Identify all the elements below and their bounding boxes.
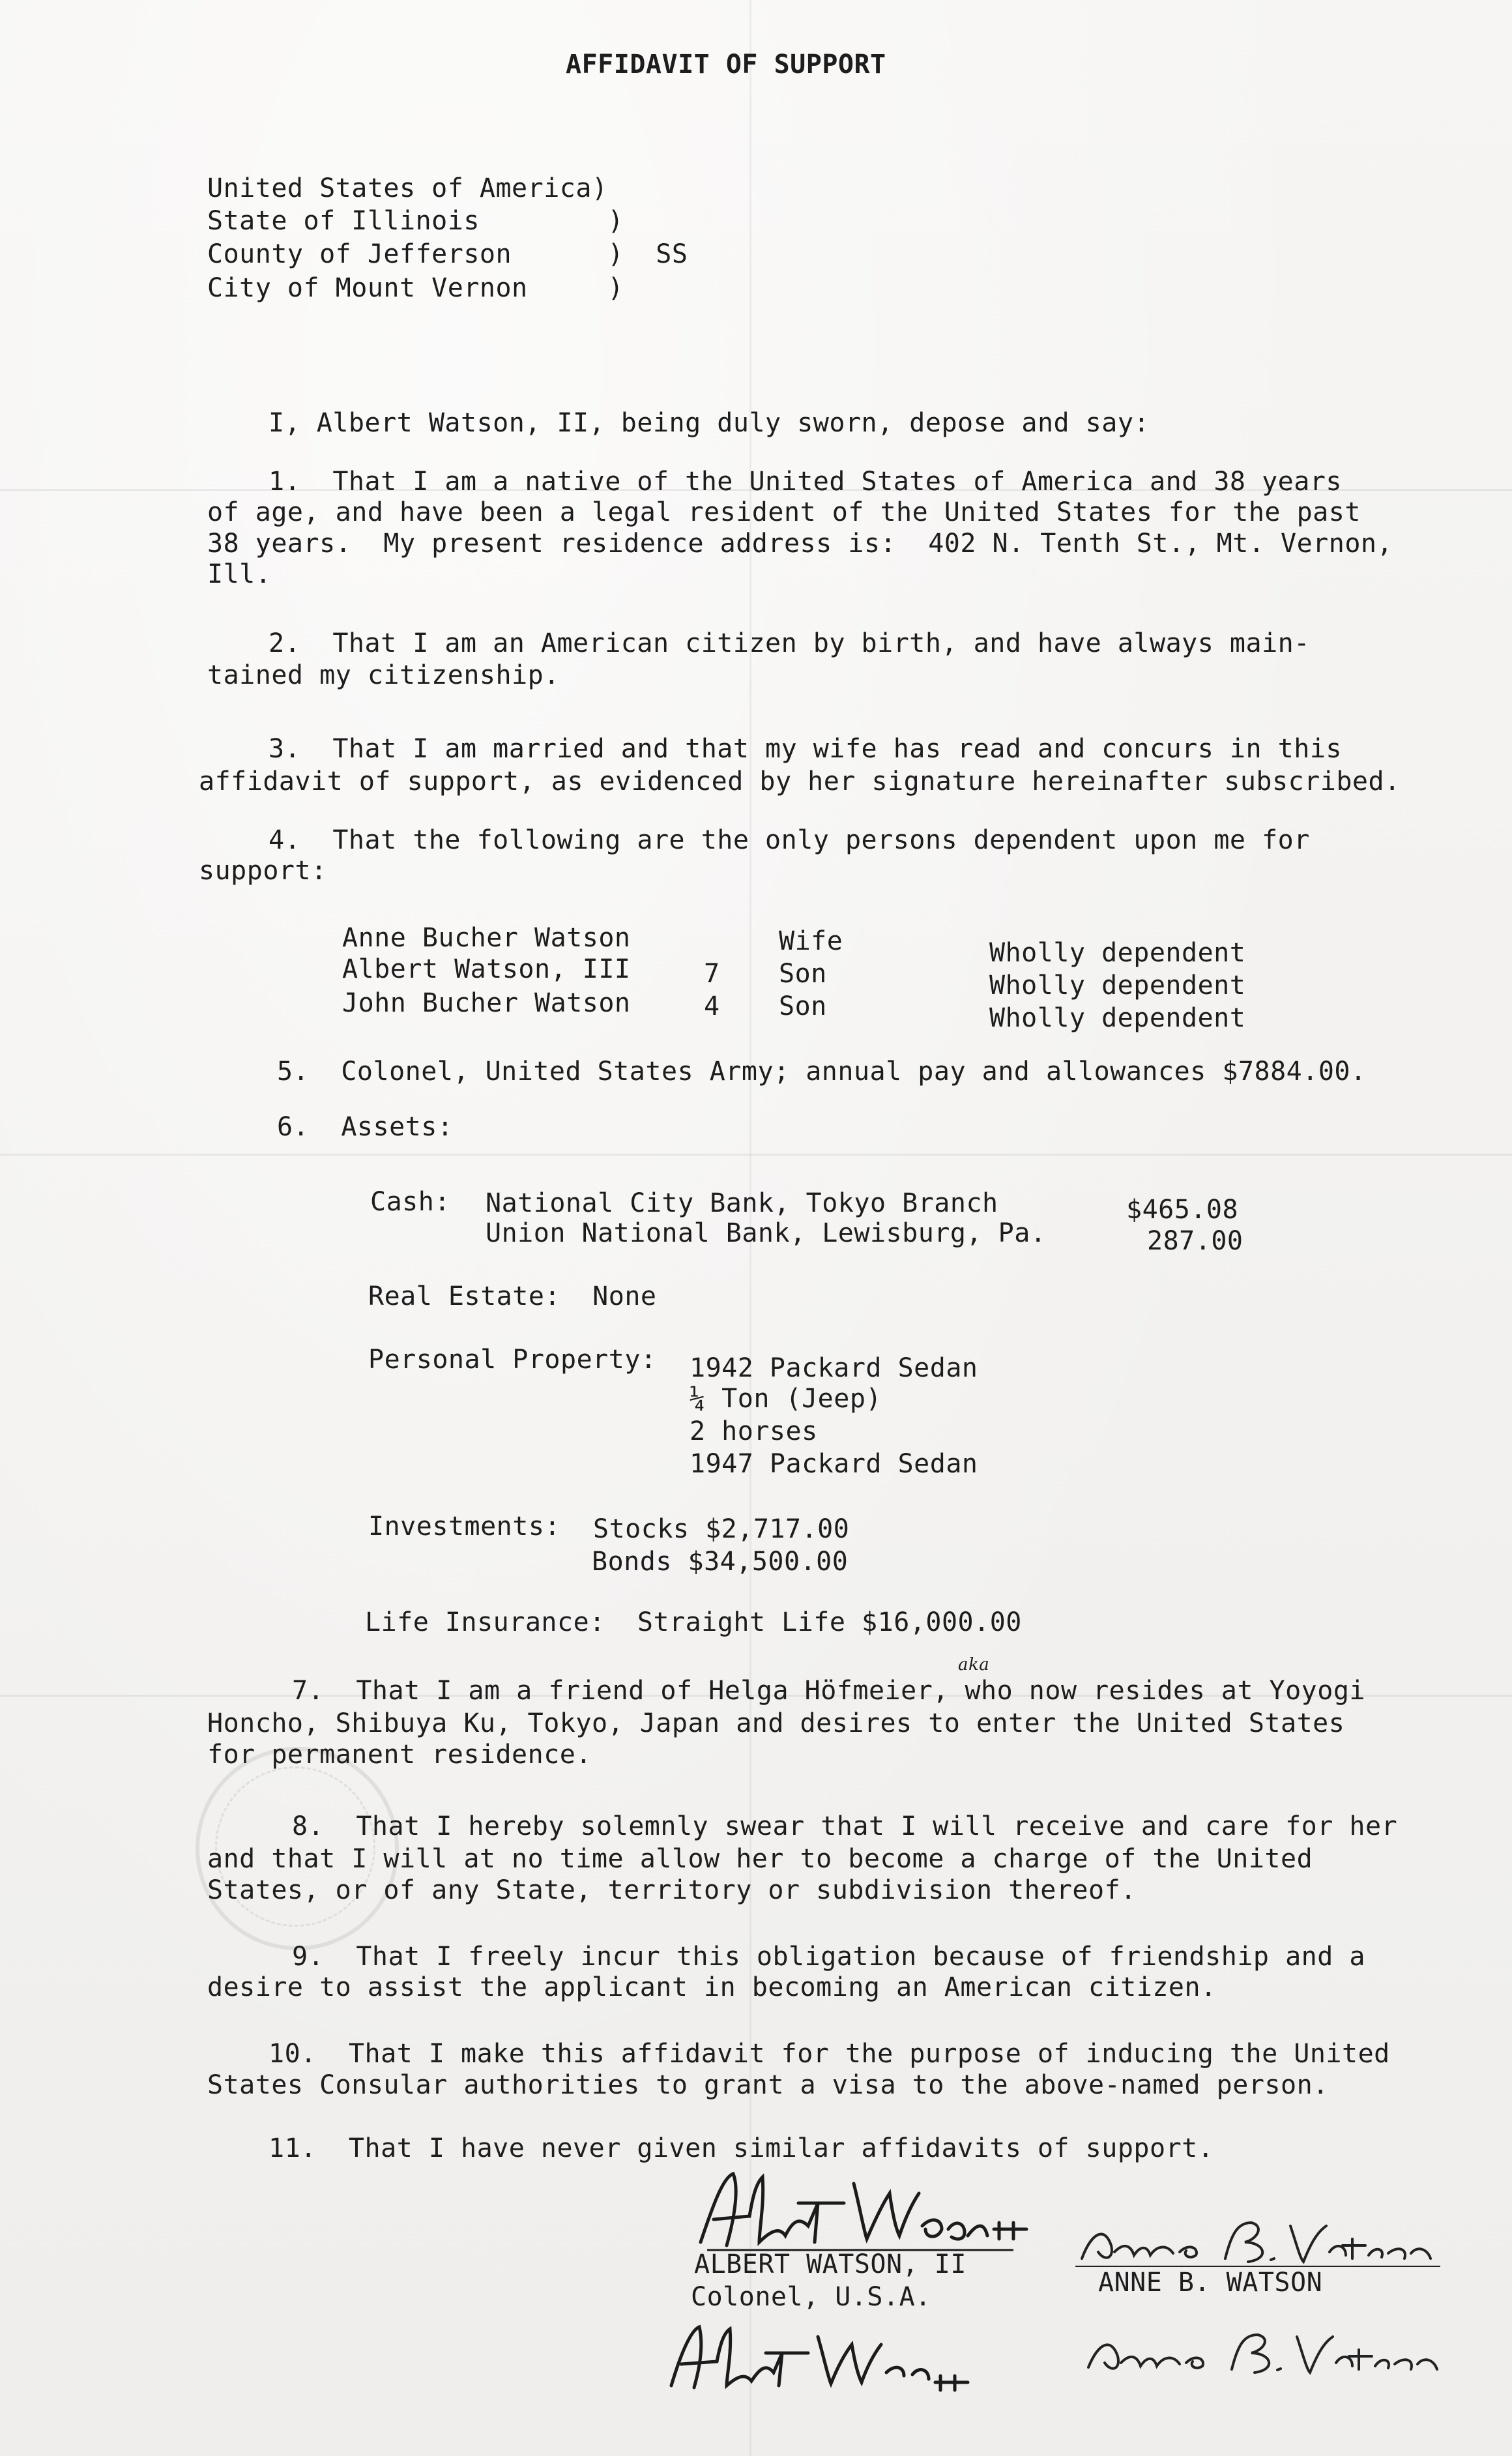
dependent-name: John Bucher Watson xyxy=(342,988,631,1018)
paragraph-8: and that I will at no time allow her to become a charge of the United xyxy=(207,1844,1313,1874)
paragraph-6: 6. Assets: xyxy=(277,1112,454,1142)
dependent-name: Anne Bucher Watson xyxy=(342,923,631,953)
investment-item: Stocks $2,717.00 xyxy=(593,1514,850,1544)
paragraph-2: 2. That I am an American citizen by birth, and have always main- xyxy=(269,628,1310,658)
signer1-name: ALBERT WATSON, II xyxy=(694,2249,967,2279)
paragraph-2: tained my citizenship. xyxy=(207,660,560,690)
paragraph-1: Ill. xyxy=(207,559,272,589)
cash-account: Union National Bank, Lewisburg, Pa. xyxy=(486,1218,1047,1248)
personal-property-label: Personal Property: xyxy=(368,1345,657,1375)
paragraph-1: 38 years. My present residence address is: 402 N. Tenth St., Mt. Vernon, xyxy=(207,529,1393,559)
paragraph-11: 11. That I have never given similar affidavits of support. xyxy=(269,2133,1214,2163)
paragraph-7: for permanent residence. xyxy=(207,1740,592,1770)
paper-fold xyxy=(0,1154,1512,1156)
paragraph-8: States, or of any State, territory or subdivision thereof. xyxy=(207,1875,1137,1905)
signer2-name: ANNE B. WATSON xyxy=(1098,2268,1323,2298)
paragraph-10: States Consular authorities to grant a visa to the above-named person. xyxy=(207,2070,1329,2100)
document-title: AFFIDAVIT OF SUPPORT xyxy=(566,50,886,80)
paragraph-1: 1. That I am a native of the United States of America and 38 years xyxy=(269,467,1342,497)
paragraph-10: 10. That I make this affidavit for the purpose of inducing the United xyxy=(269,2039,1390,2069)
venue-line: County of Jefferson ) SS xyxy=(207,239,688,269)
paragraph-9: desire to assist the applicant in becoming an American citizen. xyxy=(207,1972,1217,2002)
cash-account: National City Bank, Tokyo Branch xyxy=(486,1188,998,1218)
paragraph-1: of age, and have been a legal resident of the United States for the past xyxy=(207,497,1361,527)
paragraph-8: 8. That I hereby solemnly swear that I will receive and care for her xyxy=(292,1811,1398,1841)
paragraph-3: affidavit of support, as evidenced by her signature hereinafter subscribed. xyxy=(199,767,1401,797)
venue-line: United States of America) xyxy=(207,173,608,203)
anne-watson-signature xyxy=(1075,2213,1440,2272)
dependent-status: Wholly dependent xyxy=(989,971,1246,1001)
paragraph-9: 9. That I freely incur this obligation because of friendship and a xyxy=(292,1942,1365,1972)
paragraph-7: 7. That I am a friend of Helga Höfmeier, who now resides at Yoyogi xyxy=(292,1676,1365,1706)
personal-property-item: 1947 Packard Sedan xyxy=(690,1449,978,1479)
dependent-relation: Wife xyxy=(779,926,843,956)
personal-property-item: 1942 Packard Sedan xyxy=(690,1353,978,1383)
life-insurance: Life Insurance: Straight Life $16,000.00 xyxy=(365,1607,1022,1637)
venue-line: State of Illinois ) xyxy=(207,206,624,236)
dependent-status: Wholly dependent xyxy=(989,938,1246,968)
dependent-name: Albert Watson, III xyxy=(342,954,631,984)
real-estate: Real Estate: None xyxy=(368,1281,657,1311)
dependent-age: 4 xyxy=(704,991,720,1021)
personal-property-item: 2 horses xyxy=(690,1416,818,1446)
venue-line: City of Mount Vernon ) xyxy=(207,273,624,303)
dependent-relation: Son xyxy=(779,959,827,989)
paragraph-3: 3. That I am married and that my wife has read and concurs in this xyxy=(269,734,1342,764)
anne-watson-signature-2 xyxy=(1082,2327,1447,2379)
paragraph-4: 4. That the following are the only persons dependent upon me for xyxy=(269,825,1310,855)
cash-amount: 287.00 xyxy=(1147,1226,1243,1256)
intro-statement: I, Albert Watson, II, being duly sworn, depose and say: xyxy=(269,408,1150,438)
albert-watson-signature-2 xyxy=(662,2317,974,2395)
paragraph-7: Honcho, Shibuya Ku, Tokyo, Japan and desires to enter the United States xyxy=(207,1708,1345,1738)
paragraph-4: support: xyxy=(199,856,327,886)
personal-property-item: ¼ Ton (Jeep) xyxy=(690,1384,882,1414)
cash-label: Cash: xyxy=(370,1187,450,1217)
albert-watson-signature xyxy=(688,2164,1040,2262)
dependent-status: Wholly dependent xyxy=(989,1003,1246,1033)
signer1-title: Colonel, U.S.A. xyxy=(691,2282,931,2312)
investment-item: Bonds $34,500.00 xyxy=(592,1547,849,1577)
cash-amount: $465.08 xyxy=(1126,1195,1239,1225)
dependent-relation: Son xyxy=(779,991,827,1021)
dependent-age: 7 xyxy=(704,959,720,989)
handwritten-insert: aka xyxy=(958,1655,990,1674)
investments-label: Investments: xyxy=(368,1512,560,1542)
paragraph-5: 5. Colonel, United States Army; annual pay and allowances $7884.00. xyxy=(277,1057,1367,1087)
